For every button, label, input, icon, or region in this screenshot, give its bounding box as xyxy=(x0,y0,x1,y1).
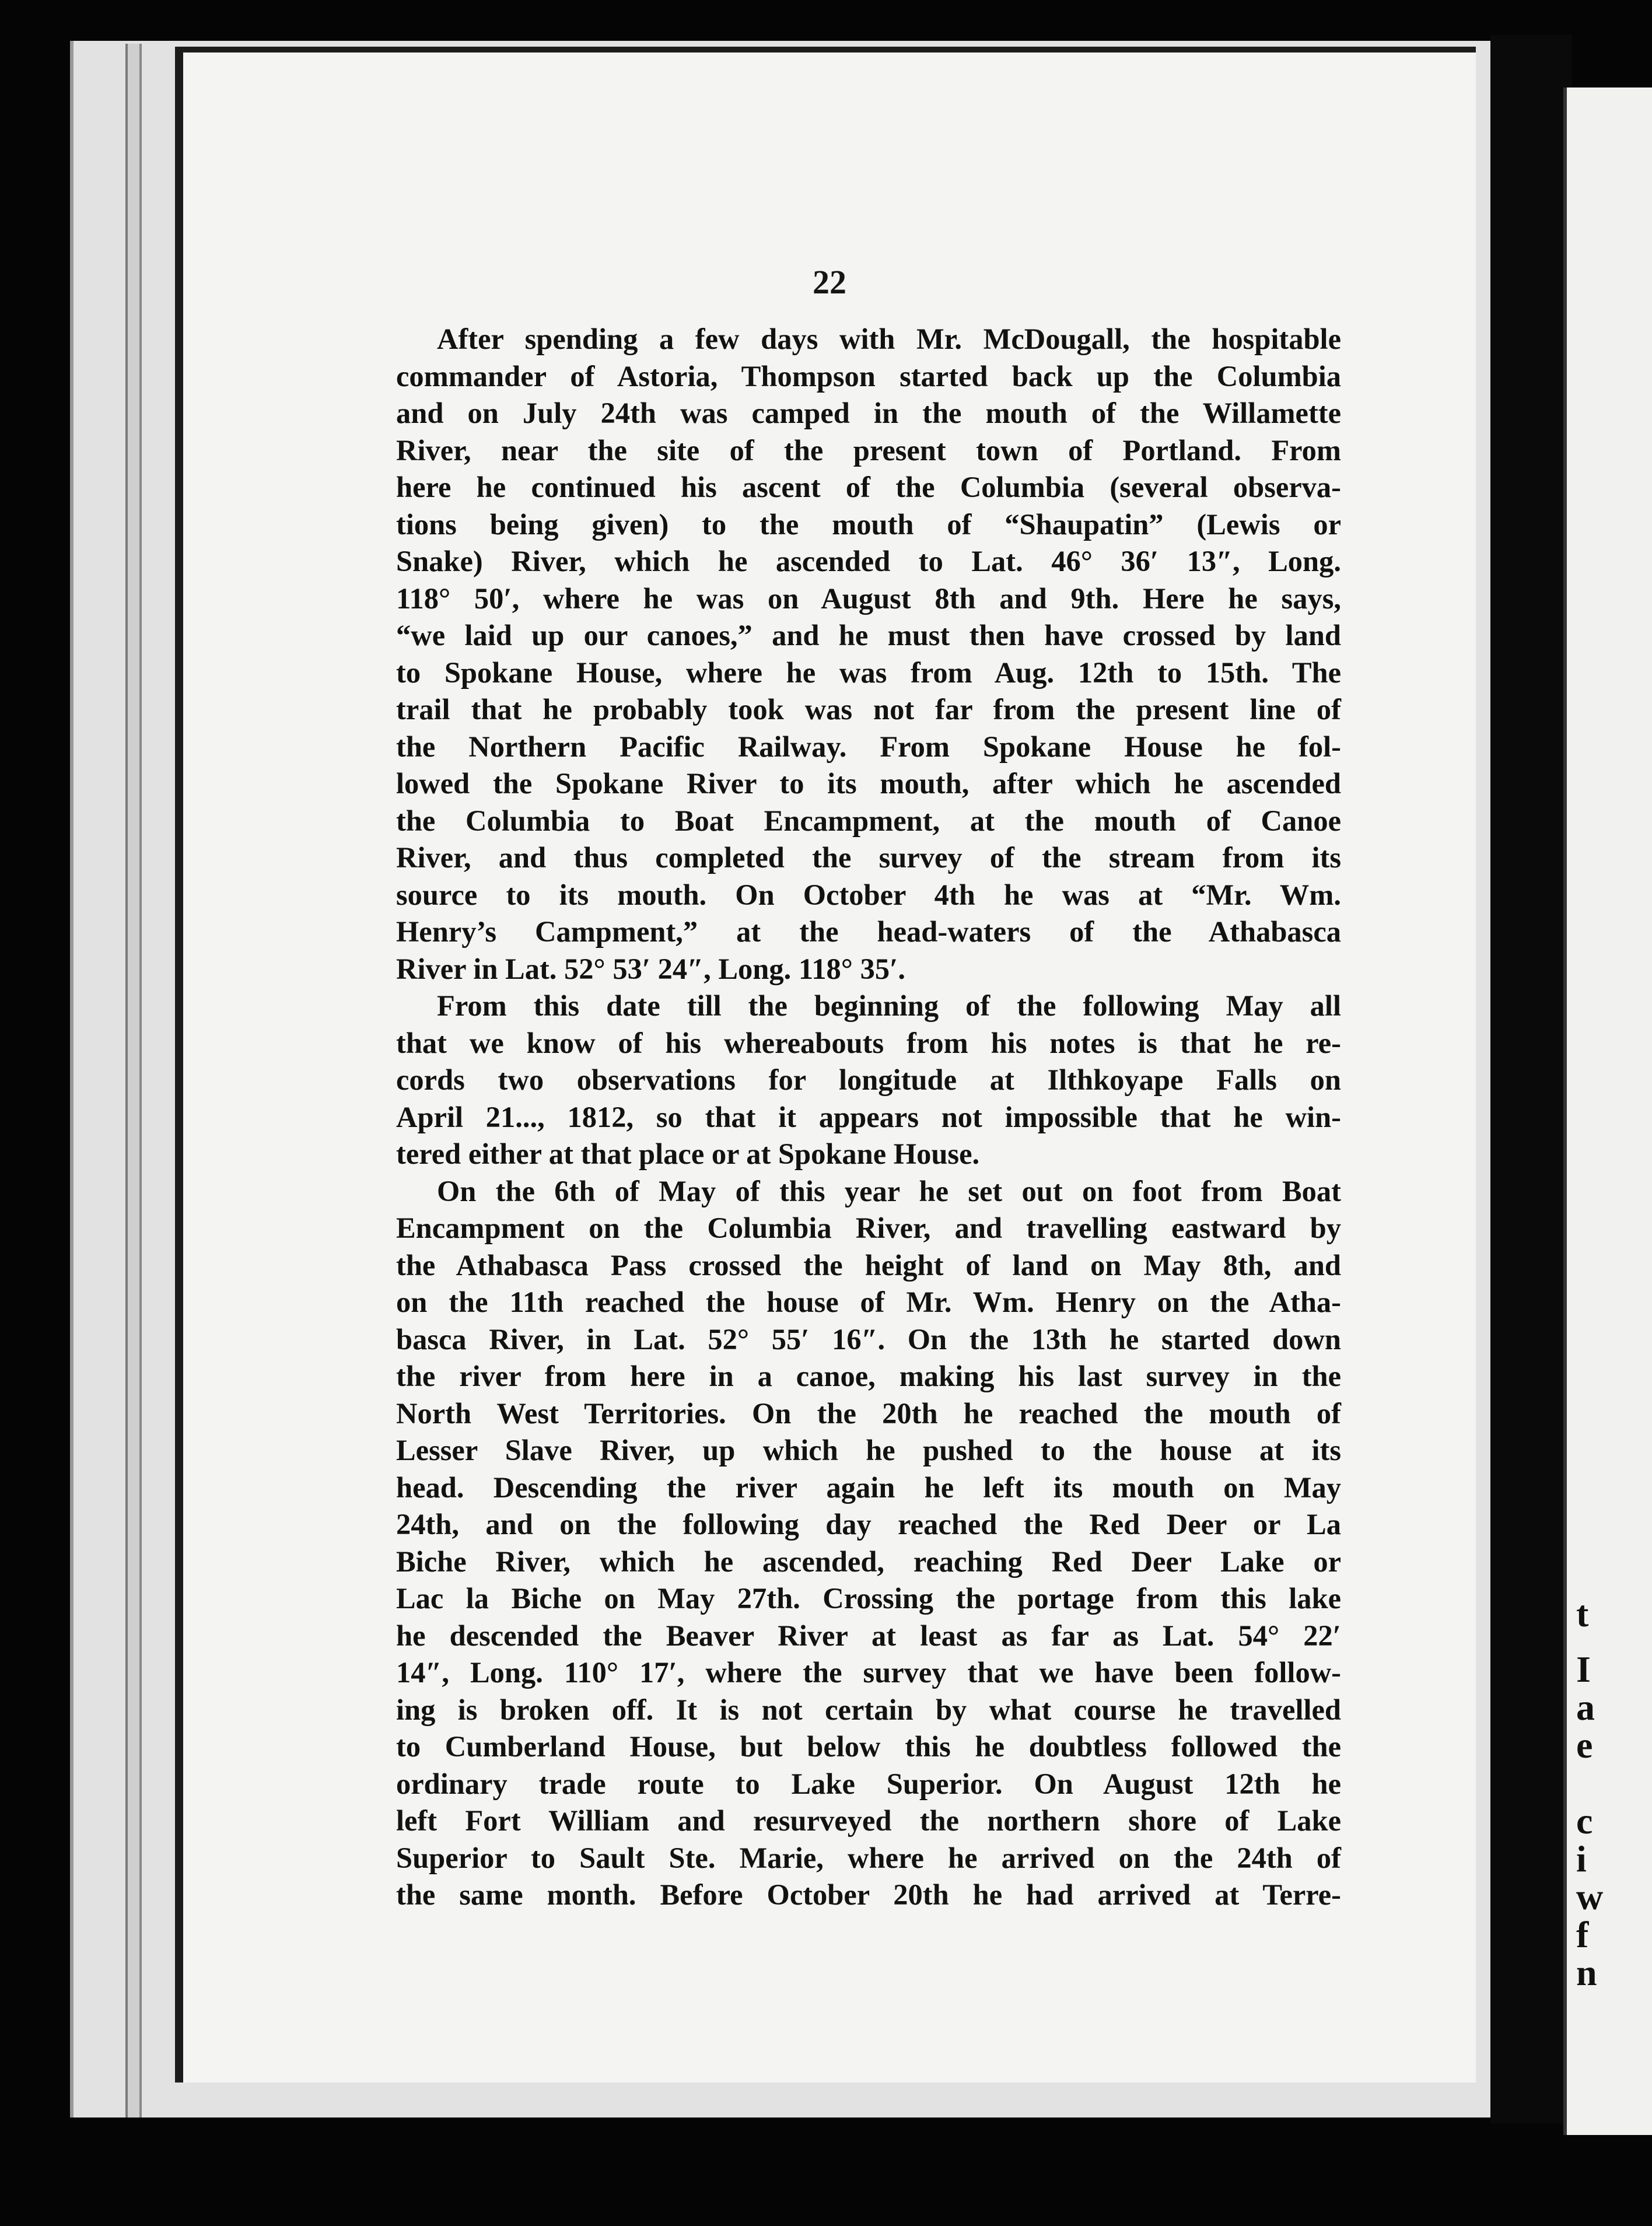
text-line: Encampment on the Columbia River, and travelling eastward by xyxy=(396,1212,1341,1244)
text-line: Biche River, which he ascended, reaching Red Deer Lake or xyxy=(396,1545,1341,1578)
text-line: Snake) River, which he ascended to Lat. 46° 36′ 13″, Long. xyxy=(396,545,1341,578)
text-line: the Northern Pacific Railway. From Spokane House he fol- xyxy=(396,730,1341,763)
facing-page-char: a xyxy=(1576,1686,1595,1728)
text-line: 118° 50′, where he was on August 8th and 9th. Here he says, xyxy=(396,582,1341,615)
text-line: the Columbia to Boat Encampment, at the mouth of Canoe xyxy=(396,804,1341,837)
text-line: trail that he probably took was not far from the present line of xyxy=(396,693,1341,726)
page-edges xyxy=(125,44,142,2118)
text-line: source to its mouth. On October 4th he was at “Mr. Wm. xyxy=(396,878,1341,911)
text-line: River in Lat. 52° 53′ 24″, Long. 118° 35′. xyxy=(396,952,905,985)
page-number: 22 xyxy=(813,263,846,301)
text-line: 14″, Long. 110° 17′, where the survey that we have been follow- xyxy=(396,1656,1341,1689)
text-line: left Fort William and resurveyed the northern shore of Lake xyxy=(396,1804,1341,1837)
text-line: tered either at that place or at Spokane House. xyxy=(396,1138,980,1170)
text-line: to Spokane House, where he was from Aug. 12th to 15th. The xyxy=(396,656,1341,689)
text-line: lowed the Spokane River to its mouth, after which he ascended xyxy=(396,767,1341,800)
text-line: to Cumberland House, but below this he doubtless followed the xyxy=(396,1730,1341,1763)
text-line: 24th, and on the following day reached the Red Deer or La xyxy=(396,1508,1341,1541)
text-line: Lesser Slave River, up which he pushed to the house at its xyxy=(396,1434,1341,1466)
text-line: April 21..., 1812, so that it appears not impossible that he win- xyxy=(396,1100,1341,1133)
text-line: basca River, in Lat. 52° 55′ 16″. On the 13th he started down xyxy=(396,1322,1341,1356)
text-line: From this date till the beginning of the following May all xyxy=(437,989,1341,1022)
text-line: here he continued his ascent of the Columbia (several observa- xyxy=(396,471,1341,503)
text-line: the same month. Before October 20th he had arrived at Terre- xyxy=(396,1878,1341,1911)
facing-page-char: t xyxy=(1576,1593,1589,1634)
text-line: he descended the Beaver River at least as far as Lat. 54° 22′ xyxy=(396,1619,1341,1652)
text-line: on the 11th reached the house of Mr. Wm. Henry on the Atha- xyxy=(396,1286,1341,1318)
text-line: that we know of his whereabouts from his notes is that he re- xyxy=(396,1026,1341,1059)
facing-page-char: c xyxy=(1576,1800,1593,1842)
text-line: Lac la Biche on May 27th. Crossing the portage from this lake xyxy=(396,1582,1341,1615)
facing-page-char: e xyxy=(1576,1724,1593,1766)
text-line: cords two observations for longitude at Ilthkoyape Falls on xyxy=(396,1063,1341,1096)
text-line: tions being given) to the mouth of “Shaupatin” (Lewis or xyxy=(396,508,1341,541)
facing-page-char: I xyxy=(1576,1648,1591,1690)
book-gutter xyxy=(1490,35,1572,2123)
text-line: North West Territories. On the 20th he reached the mouth of xyxy=(396,1396,1341,1430)
text-line: River, and thus completed the survey of the stream from its xyxy=(396,841,1341,874)
facing-page-char: i xyxy=(1576,1838,1587,1880)
text-line: Superior to Sault Ste. Marie, where he arrived on the 24th of xyxy=(396,1841,1341,1874)
facing-page-char: f xyxy=(1576,1914,1589,1955)
text-line: commander of Astoria, Thompson started back up the Columbia xyxy=(396,359,1341,393)
facing-page-char: n xyxy=(1576,1952,1597,1993)
text-line: and on July 24th was camped in the mouth of the Willamette xyxy=(396,397,1341,429)
text-line: ordinary trade route to Lake Superior. On August 12th he xyxy=(396,1767,1341,1800)
text-line: On the 6th of May of this year he set out on foot from Boat xyxy=(437,1174,1341,1208)
text-line: River, near the site of the present town of Portland. From xyxy=(396,433,1341,467)
body-text xyxy=(396,321,1341,1914)
book-page xyxy=(175,47,1476,2082)
text-line: the Athabasca Pass crossed the height of land on May 8th, and xyxy=(396,1248,1341,1282)
text-line: the river from here in a canoe, making his last survey in the xyxy=(396,1360,1341,1392)
facing-page xyxy=(1563,88,1652,2135)
text-line: “we laid up our canoes,” and he must then have crossed by land xyxy=(396,619,1341,652)
text-line: Henry’s Campment,” at the head-waters of the Athabasca xyxy=(396,915,1341,948)
facing-page-char: w xyxy=(1576,1876,1604,1917)
text-line: head. Descending the river again he left its mouth on May xyxy=(396,1471,1341,1504)
text-line: After spending a few days with Mr. McDougall, the hospitable xyxy=(437,323,1341,355)
text-line: ing is broken off. It is not certain by what course he travelled xyxy=(396,1693,1341,1726)
